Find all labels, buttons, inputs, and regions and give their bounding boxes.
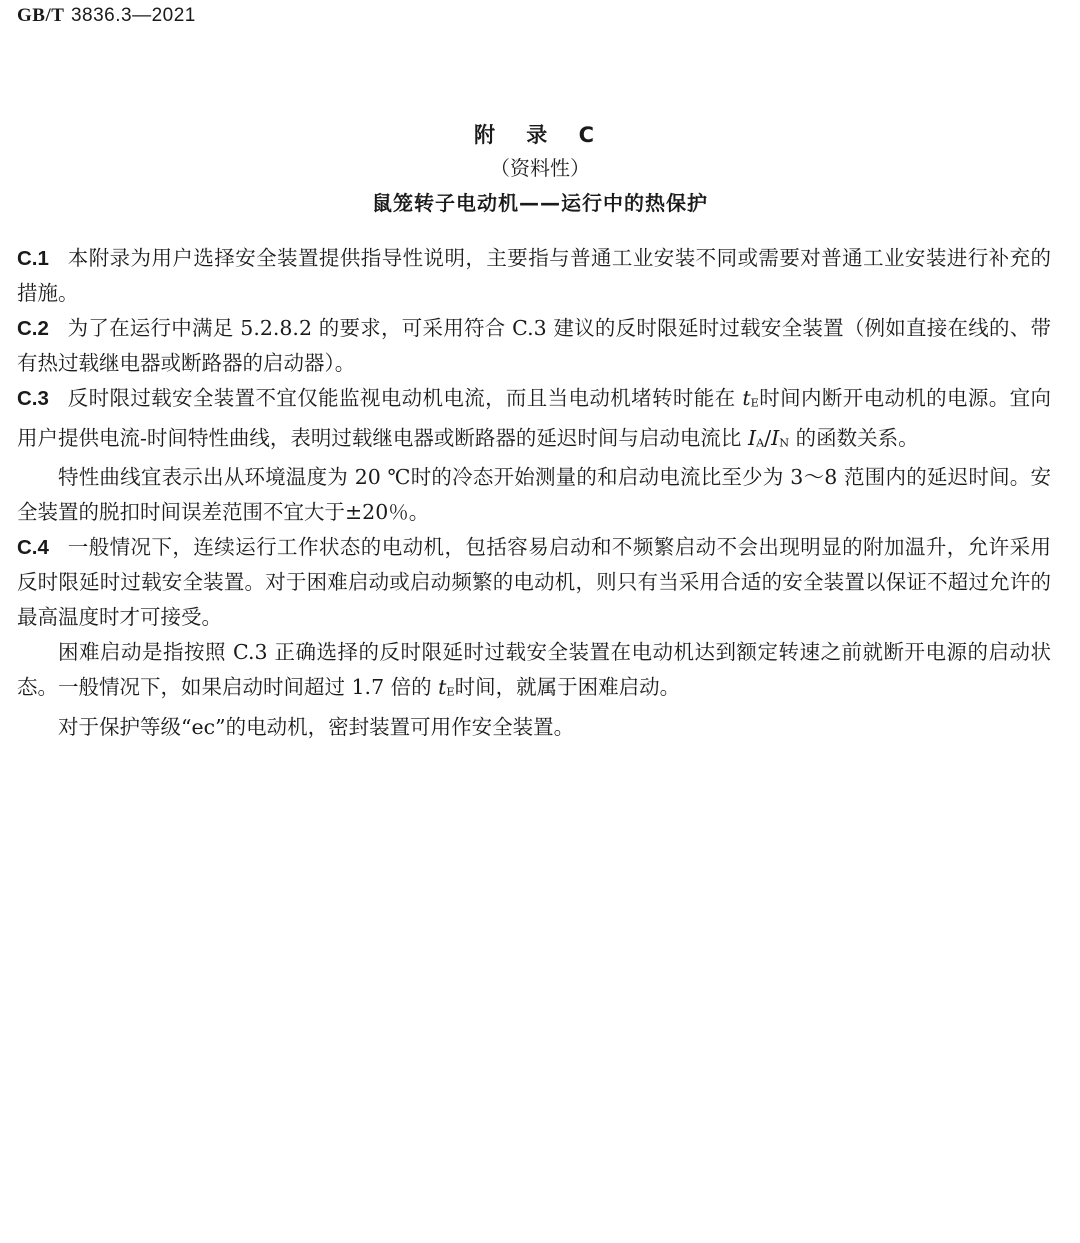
symbol-slash: / bbox=[764, 425, 772, 450]
clause-c4 bbox=[17, 530, 1051, 635]
annex-type: （资料性） bbox=[490, 156, 590, 180]
paragraph-text: 困难启动是指按照 C.3 正确选择的反时限延时过载安全装置在电动机达到额定转速之前就断开电源的启动状态。一般情况下，如果启动时间超过 1.7 倍的 bbox=[17, 640, 1051, 700]
annex-label: 附 录 C bbox=[473, 123, 607, 147]
annex-title: 鼠笼转子电动机——运行中的热保护 bbox=[372, 191, 708, 215]
symbol-i: I bbox=[771, 425, 780, 450]
clause-c4-paragraph: 对于保护等级“ec”的电动机，密封装置可用作安全装置。 bbox=[58, 715, 575, 740]
clause-text: 时间内断开电动机的电源。宜向用户提供电流-时间特性曲线，表明过载继电器或断路器的延迟时间与启动电流比 bbox=[17, 386, 1052, 450]
clause-number: C.3 bbox=[17, 387, 49, 410]
standard-prefix: GB/T bbox=[17, 5, 65, 26]
symbol-t: t bbox=[438, 675, 447, 700]
clause-text: 的函数关系。 bbox=[789, 425, 919, 450]
clause-c3 bbox=[17, 381, 1051, 460]
clause-number: C.2 bbox=[17, 317, 49, 340]
paragraph-text: 时间，就属于困难启动。 bbox=[454, 675, 681, 700]
clause-c4-paragraph bbox=[17, 635, 1051, 710]
symbol-subscript: N bbox=[779, 436, 790, 450]
clause-c3-paragraph: 特性曲线宜表示出从环境温度为 20 ℃时的冷态开始测量的和启动电流比至少为 3～8 范围内的延迟时间。安全装置的脱扣时间误差范围不宜大于±20％。 bbox=[17, 465, 1051, 525]
clause-text: 本附录为用户选择安全装置提供指导性说明，主要指与普通工业安装不同或需要对普通工业安装进行补充的措施。 bbox=[17, 246, 1051, 305]
annex-body bbox=[17, 241, 1051, 745]
symbol-subscript: E bbox=[750, 396, 759, 410]
clause-number: C.4 bbox=[17, 536, 49, 560]
symbol-t: t bbox=[742, 386, 751, 410]
symbol-i: I bbox=[747, 425, 757, 450]
clause-c1 bbox=[17, 241, 1051, 311]
clause-c2 bbox=[17, 311, 1051, 381]
clause-text: 一般情况下，连续运行工作状态的电动机，包括容易启动和不频繁启动不会出现明显的附加温升，允许采用反时限延时过载安全装置。对于困难启动或启动频繁的电动机，则只有当采用合适的安全装置以保证不超过允许的最高温度时才可接受。 bbox=[17, 535, 1051, 630]
document-header bbox=[17, 4, 196, 27]
clause-number: C.1 bbox=[17, 247, 49, 270]
clause-text: 为了在运行中满足 5.2.8.2 的要求，可采用符合 C.3 建议的反时限延时过载安全装置（例如直接在线的、带有热过载继电器或断路器的启动器）。 bbox=[17, 316, 1051, 375]
symbol-subscript: E bbox=[446, 686, 455, 700]
symbol-subscript: A bbox=[756, 436, 765, 450]
standard-number: 3836.3—2021 bbox=[70, 5, 196, 26]
clause-text: 反时限过载安全装置不宜仅能监视电动机电流，而且当电动机堵转时能在 bbox=[67, 386, 743, 410]
